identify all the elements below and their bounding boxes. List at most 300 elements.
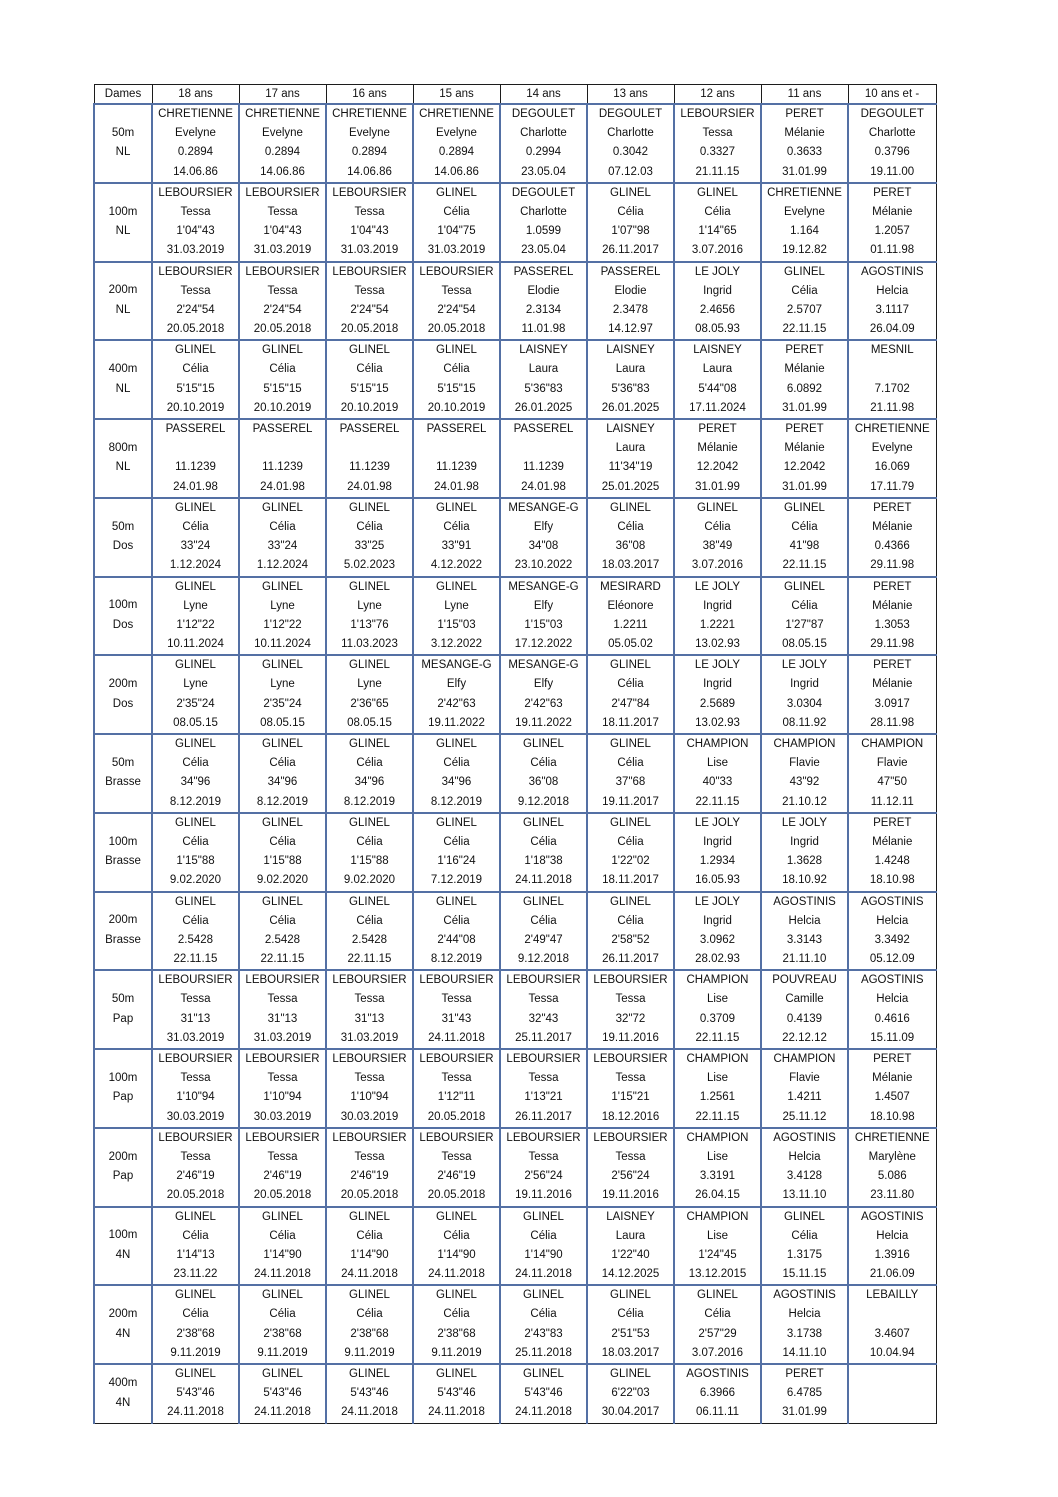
record-time: 1'04"43 (263, 225, 302, 238)
record-cell (587, 892, 674, 971)
record-time: 34"96 (441, 776, 472, 789)
record-date: 14.12.2025 (601, 1268, 660, 1281)
record-time: 6.0892 (786, 382, 823, 395)
swimmer-surname: PERET (873, 816, 912, 829)
swimmer-firstname: Flavie (876, 757, 908, 770)
record-date: 24.11.2018 (515, 874, 572, 887)
record-date: 1.12.2024 (169, 559, 222, 572)
record-cell (326, 1364, 413, 1423)
swimmer-firstname: Helcia (876, 1229, 909, 1242)
swimmer-surname: CHAMPION (861, 738, 924, 750)
swimmer-firstname: Lyne (183, 599, 208, 612)
swimmer-firstname: Tessa (267, 1150, 298, 1163)
record-time: 2.4656 (699, 303, 736, 316)
table-row (94, 1364, 936, 1423)
record-date: 8.12.2019 (430, 953, 483, 966)
swimmer-surname: LEBOURSIER (332, 974, 407, 987)
record-time: 5'36"83 (611, 382, 650, 395)
record-date: 23.05.04 (521, 244, 566, 257)
swimmer-surname: LAISNEY (606, 423, 655, 435)
record-cell (500, 1285, 587, 1364)
record-date: 24.01.98 (173, 480, 218, 493)
swimmer-firstname: Célia (791, 1229, 818, 1242)
swimmer-surname: LEBOURSIER (593, 1131, 668, 1144)
swimmer-firstname: Célia (530, 835, 557, 848)
swimmer-surname: GLINEL (436, 738, 477, 750)
record-time: 2.5689 (699, 697, 736, 710)
swimmer-surname: LE JOLY (694, 580, 741, 593)
record-cell (587, 1364, 674, 1423)
record-date: 22.11.15 (782, 323, 827, 336)
swimmer-firstname: Célia (443, 205, 470, 218)
swimmer-firstname: Célia (443, 835, 470, 848)
event-distance: 50m (111, 993, 135, 1006)
record-cell (413, 1285, 500, 1364)
swimmer-firstname: Elodie (527, 284, 560, 297)
record-cell (239, 655, 326, 734)
record-date: 30.03.2019 (340, 1110, 399, 1123)
record-cell (413, 1207, 500, 1286)
record-time: 1.164 (790, 225, 819, 238)
swimmer-surname: LE JOLY (694, 265, 741, 278)
header-cell: 13 ans (587, 85, 674, 105)
swimmer-firstname: Elfy (533, 678, 554, 691)
record-cell (413, 734, 500, 813)
record-cell (500, 262, 587, 341)
record-time: 1'04"75 (437, 225, 476, 238)
record-cell (500, 734, 587, 813)
header-cell: 17 ans (239, 85, 326, 105)
swimmer-surname: GLINEL (610, 659, 651, 672)
record-time: 5'36"83 (524, 382, 563, 395)
record-time: 2'38"68 (263, 1327, 302, 1340)
record-date: 19.11.2016 (515, 1189, 572, 1202)
swimmer-surname: CHRETIENNE (245, 108, 320, 120)
record-cell (413, 970, 500, 1049)
header-cell: 11 ans (761, 85, 848, 105)
record-cell (761, 419, 848, 498)
swimmer-firstname: Flavie (789, 757, 820, 770)
record-time: 1'10"94 (350, 1091, 389, 1104)
swimmer-surname: LEBOURSIER (158, 974, 233, 987)
record-date: 23.05.04 (521, 165, 566, 178)
event-cell (94, 1207, 152, 1286)
record-cell (152, 734, 239, 813)
swimmer-surname: CHRETIENNE (854, 1131, 930, 1144)
swimmer-surname: LEBOURSIER (506, 1053, 581, 1065)
record-time: 1'18"38 (524, 855, 563, 868)
record-time: 5'15"15 (437, 382, 476, 395)
record-date: 8.12.2019 (169, 795, 222, 808)
swimmer-firstname: Célia (443, 1229, 470, 1242)
record-cell (326, 104, 413, 183)
record-time: 32"72 (615, 1012, 646, 1025)
swimmer-surname: GLINEL (175, 1289, 216, 1302)
record-time: 1'13"76 (350, 618, 389, 631)
record-date: 20.05.2018 (253, 323, 312, 336)
swimmer-surname: GLINEL (436, 501, 477, 514)
record-date: 9.12.2018 (517, 953, 570, 966)
record-date: 20.05.2018 (427, 1189, 486, 1202)
swimmer-firstname: Célia (269, 1229, 296, 1242)
event-distance: 50m (111, 756, 135, 769)
swimmer-firstname: Tessa (267, 1072, 298, 1085)
swimmer-firstname: Tessa (180, 993, 211, 1006)
swimmer-surname: CHRETIENNE (332, 108, 407, 120)
record-date: 24.11.2018 (515, 1406, 572, 1419)
swimmer-surname: GLINEL (175, 1368, 216, 1380)
swimmer-firstname: Célia (530, 1229, 557, 1242)
swimmer-firstname: Mélanie (784, 442, 825, 455)
record-date: 26.11.2017 (515, 1110, 572, 1123)
swimmer-surname: GLINEL (262, 816, 303, 829)
record-time: 1'12"11 (437, 1091, 476, 1104)
record-date: 29.11.98 (870, 559, 915, 572)
record-time: 2'49"47 (524, 933, 563, 946)
record-time: 43"92 (789, 776, 820, 789)
record-time: 0.3709 (699, 1012, 736, 1025)
record-time: 5'43"46 (437, 1387, 476, 1400)
record-cell (239, 892, 326, 971)
record-date: 24.11.2018 (428, 1268, 485, 1281)
record-time: 11.1239 (523, 461, 564, 474)
record-cell (587, 104, 674, 183)
swimmer-firstname: Elfy (446, 678, 467, 691)
record-cell (500, 1128, 587, 1207)
swimmer-firstname: Célia (182, 520, 209, 533)
record-time: 2'47"84 (611, 697, 650, 710)
swimmer-firstname: Célia (443, 363, 470, 376)
swimmer-surname: GLINEL (175, 659, 216, 672)
record-cell (587, 1128, 674, 1207)
record-date: 20.05.2018 (340, 1189, 399, 1202)
swimmer-firstname: Tessa (528, 993, 559, 1006)
record-date: 3.12.2022 (430, 638, 483, 651)
record-time: 31"13 (267, 1012, 298, 1025)
swimmer-firstname: Tessa (615, 1150, 646, 1163)
record-date: 19.11.00 (870, 165, 915, 178)
record-time: 2'42"63 (437, 697, 476, 710)
swimmer-surname: GLINEL (175, 580, 216, 593)
swimmer-firstname: Célia (356, 835, 383, 848)
record-date: 15.11.09 (870, 1031, 915, 1044)
record-cell (152, 577, 239, 656)
swimmer-firstname: Lyne (183, 678, 208, 691)
swimmer-firstname: Ingrid (703, 678, 732, 691)
swimmer-surname: LEBOURSIER (506, 974, 581, 987)
record-cell (848, 1049, 936, 1128)
swimmer-surname (849, 1365, 936, 1384)
record-date: 31.03.2019 (340, 244, 399, 257)
record-cell (239, 498, 326, 577)
event-stroke: 4N (115, 1248, 131, 1261)
record-cell (413, 183, 500, 262)
record-time: 0.3796 (874, 146, 910, 159)
record-cell (500, 340, 587, 419)
swimmer-surname: GLINEL (523, 895, 564, 908)
swimmer-firstname: Flavie (789, 1072, 820, 1085)
record-date: 24.11.2018 (428, 1031, 485, 1044)
swimmer-surname: PASSEREL (165, 423, 226, 435)
record-cell (587, 655, 674, 734)
record-time: 2'57"29 (698, 1327, 737, 1340)
swimmer-firstname: Helcia (876, 914, 909, 927)
record-date: 9.02.2020 (256, 874, 309, 887)
swimmer-firstname: Tessa (441, 1072, 472, 1085)
record-cell (674, 970, 761, 1049)
record-cell (761, 970, 848, 1049)
record-time: 1.3175 (786, 1248, 823, 1261)
swimmer-firstname: Evelyne (784, 205, 825, 218)
record-cell (500, 104, 587, 183)
header-cell: 16 ans (326, 85, 413, 105)
record-cell (326, 498, 413, 577)
record-cell (761, 1207, 848, 1286)
record-time: 2'35"24 (176, 697, 215, 710)
record-time: 5'15"15 (263, 382, 302, 395)
record-date: 17.12.2022 (514, 638, 573, 651)
record-cell (152, 813, 239, 892)
record-date: 17.11.2024 (689, 401, 746, 414)
swimmer-firstname: Célia (182, 1308, 209, 1321)
swimmer-firstname: Lyne (270, 678, 295, 691)
record-time: 2.5428 (351, 933, 388, 946)
record-cell (239, 262, 326, 341)
swimmer-firstname: Célia (791, 599, 818, 612)
swimmer-firstname (153, 439, 238, 458)
record-time: 1.4507 (874, 1091, 910, 1104)
swimmer-firstname: Célia (530, 914, 557, 927)
record-cell (239, 104, 326, 183)
swimmer-surname: LEBOURSIER (245, 974, 320, 987)
record-cell (239, 1207, 326, 1286)
swimmer-surname: MESNIL (870, 344, 914, 357)
record-time: 11'34"19 (608, 461, 653, 474)
event-distance: 200m (108, 678, 138, 691)
swimmer-firstname: Lyne (270, 599, 295, 612)
swimmer-surname: PERET (785, 108, 824, 120)
record-cell (674, 1049, 761, 1128)
record-time: 1'10"94 (176, 1091, 215, 1104)
record-cell (674, 1285, 761, 1364)
record-date: 24.01.98 (521, 480, 566, 493)
swimmer-surname: CHAMPION (686, 1131, 749, 1144)
record-time: 2.5428 (264, 933, 301, 946)
record-cell (587, 340, 674, 419)
swimmer-surname: GLINEL (262, 580, 303, 593)
record-cell (674, 655, 761, 734)
swimmer-firstname: Tessa (354, 993, 385, 1006)
record-cell (326, 183, 413, 262)
swimmer-surname: GLINEL (697, 186, 738, 199)
swimmer-firstname: Célia (269, 520, 296, 533)
swimmer-firstname: Célia (182, 914, 209, 927)
swimmer-surname: GLINEL (610, 895, 651, 908)
swimmer-firstname: Charlotte (607, 127, 654, 140)
swimmer-firstname: Mélanie (784, 363, 825, 376)
swimmer-firstname: Lise (706, 993, 729, 1006)
swimmer-firstname: Tessa (180, 1150, 211, 1163)
swimmer-firstname: Célia (617, 835, 644, 848)
swimmer-surname: MESANGE-G (508, 580, 579, 593)
record-date: 26.11.2017 (602, 244, 659, 257)
record-cell (848, 577, 936, 656)
record-date: 08.11.92 (782, 716, 827, 729)
record-date: 31.03.2019 (166, 1031, 225, 1044)
swimmer-surname: CHAMPION (686, 974, 749, 987)
swimmer-surname: AGOSTINIS (860, 895, 924, 908)
record-time: 1'15"21 (611, 1091, 650, 1104)
record-time: 1'14"90 (263, 1248, 302, 1261)
header-cell: 10 ans et - (848, 85, 936, 105)
swimmer-firstname: Célia (443, 914, 470, 927)
event-distance: 200m (108, 914, 138, 927)
record-date: 31.03.2019 (340, 1031, 399, 1044)
swimmer-firstname: Célia (617, 205, 644, 218)
record-cell (674, 813, 761, 892)
record-date: 7.12.2019 (430, 874, 483, 887)
record-time: 11.1239 (262, 461, 303, 474)
swimmer-surname: GLINEL (610, 186, 651, 199)
record-time: 1.2561 (699, 1091, 736, 1104)
event-cell (94, 813, 152, 892)
record-cell (761, 577, 848, 656)
swimmer-firstname: Tessa (267, 993, 298, 1006)
record-date: 18.03.2017 (601, 1346, 660, 1359)
record-time: 5'43"46 (263, 1387, 302, 1400)
swimmer-surname: GLINEL (262, 659, 303, 672)
record-date: 22.11.15 (695, 795, 740, 808)
record-time: 1'12"22 (263, 618, 302, 631)
record-cell (761, 498, 848, 577)
swimmer-surname: GLINEL (175, 501, 216, 514)
record-cell (326, 577, 413, 656)
record-time: 1'14"90 (524, 1248, 563, 1261)
swimmer-surname: AGOSTINIS (860, 974, 924, 987)
record-time: 5'15"15 (176, 382, 215, 395)
record-date: 07.12.03 (608, 165, 653, 178)
swimmer-firstname: Célia (617, 520, 644, 533)
swimmer-surname: LEBOURSIER (593, 1053, 668, 1065)
record-date: 20.05.2018 (427, 323, 486, 336)
record-time: 1'15"88 (176, 855, 215, 868)
swimmer-surname: LEBOURSIER (593, 974, 668, 987)
event-stroke: Pap (112, 1012, 134, 1025)
record-date: 08.05.15 (173, 716, 218, 729)
header-cell: 18 ans (152, 85, 239, 105)
record-date: 26.04.09 (869, 323, 915, 336)
record-time: 1.4248 (874, 855, 910, 868)
record-date: 22.11.15 (695, 1031, 740, 1044)
swimmer-surname: LE JOLY (781, 659, 828, 672)
swimmer-firstname: Tessa (441, 284, 472, 297)
swimmer-firstname: Helcia (876, 284, 909, 297)
table-row (94, 1128, 936, 1207)
record-date: 13.11.10 (782, 1189, 827, 1202)
record-cell (587, 419, 674, 498)
record-cell (413, 655, 500, 734)
record-time: 1'22"40 (611, 1248, 650, 1261)
record-time: 2'46"19 (263, 1170, 302, 1183)
swimmer-surname: LEBOURSIER (245, 186, 320, 199)
record-date: 8.12.2019 (343, 795, 396, 808)
swimmer-firstname: Evelyne (175, 127, 216, 140)
record-date: 25.01.2025 (601, 480, 660, 493)
record-date: 9.11.2019 (344, 1346, 395, 1359)
record-date: 22.11.15 (347, 953, 392, 966)
header-cell: 12 ans (674, 85, 761, 105)
record-time: 1.3916 (874, 1248, 910, 1261)
record-date: 24.11.2018 (428, 1406, 485, 1419)
record-cell (326, 340, 413, 419)
swimmer-surname: LEBOURSIER (245, 265, 320, 278)
record-date: 20.05.2018 (166, 1189, 225, 1202)
record-cell (674, 419, 761, 498)
record-cell (848, 1364, 936, 1423)
swimmer-surname: LEBOURSIER (506, 1131, 581, 1144)
record-time: 32"43 (528, 1012, 559, 1025)
swimmer-surname: GLINEL (349, 659, 390, 672)
record-cell (413, 419, 500, 498)
event-stroke: NL (115, 382, 131, 395)
swimmer-surname: GLINEL (349, 1368, 390, 1380)
record-time: 41"98 (789, 540, 820, 553)
header-cell: 15 ans (413, 85, 500, 105)
record-time: 1'14"13 (176, 1248, 215, 1261)
record-time: 1.3628 (786, 855, 823, 868)
swimmer-firstname: Tessa (267, 284, 298, 297)
swimmer-surname: LE JOLY (694, 816, 741, 829)
swimmer-firstname (849, 1305, 936, 1324)
record-cell (152, 498, 239, 577)
record-cell (500, 655, 587, 734)
swimmer-surname: GLINEL (349, 344, 390, 357)
swimmer-firstname: Tessa (180, 1072, 211, 1085)
swimmer-surname: GLINEL (610, 816, 651, 829)
record-cell (848, 498, 936, 577)
swimmer-surname: POUVREAU (772, 974, 837, 987)
record-date: 17.11.79 (870, 480, 915, 493)
swimmer-surname: GLINEL (610, 1368, 651, 1380)
swimmer-surname: CHAMPION (686, 1053, 749, 1065)
swimmer-firstname: Célia (182, 835, 209, 848)
record-time: 33"24 (180, 540, 211, 553)
record-cell (500, 813, 587, 892)
record-cell (500, 1207, 587, 1286)
record-time: 1.4211 (787, 1091, 822, 1104)
record-cell (326, 1285, 413, 1364)
record-cell (587, 183, 674, 262)
record-cell (674, 1128, 761, 1207)
record-date: 18.10.98 (869, 874, 915, 887)
swimmer-firstname: Charlotte (520, 205, 567, 218)
record-time: 1'22"02 (611, 855, 650, 868)
swimmer-surname: GLINEL (523, 1368, 564, 1380)
swimmer-surname: PASSEREL (513, 265, 574, 278)
record-time: 3.0304 (786, 697, 823, 710)
record-date: 31.01.99 (782, 401, 827, 414)
record-cell (326, 734, 413, 813)
record-time: 3.0962 (699, 933, 736, 946)
record-date: 13.02.93 (695, 638, 740, 651)
record-time: 31"13 (354, 1012, 385, 1025)
swimmer-surname: GLINEL (175, 344, 216, 357)
swimmer-surname: LEBOURSIER (419, 1131, 494, 1144)
record-date: 9.02.2020 (169, 874, 222, 887)
record-time: 6.3966 (699, 1387, 736, 1400)
record-cell (239, 1364, 326, 1423)
record-cell (674, 577, 761, 656)
